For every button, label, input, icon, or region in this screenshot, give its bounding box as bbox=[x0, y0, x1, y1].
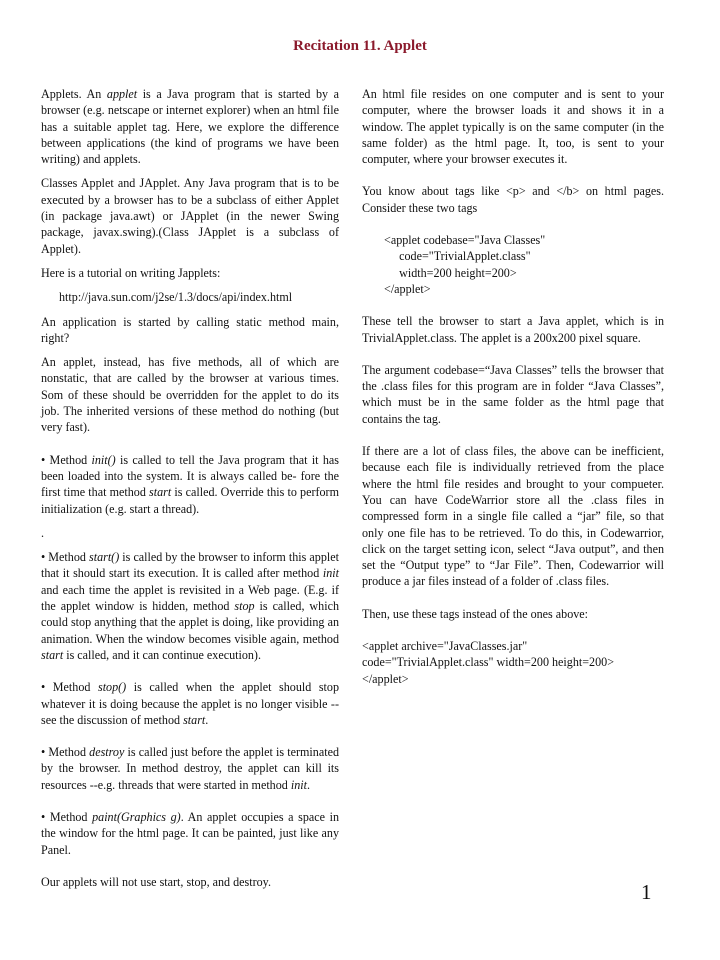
emphasis-start: start bbox=[41, 647, 64, 662]
code-applet-archive bbox=[362, 638, 664, 687]
page-title: Recitation 11. Applet bbox=[293, 38, 427, 54]
bullet-paint bbox=[41, 809, 339, 858]
code-line: <applet archive="JavaClasses.jar" bbox=[362, 639, 528, 654]
code-line: <applet codebase="Java Classes" bbox=[384, 233, 546, 248]
paragraph-tags: You know about tags like <p> and </b> on html pages. Consider these two tags bbox=[362, 184, 664, 215]
text-run: is a Java program that is started by a browser (e.g. netscape or internet explorer) when an html file has a suitable applet tag. Here, we explore the difference between applications (the kind of programs we have been writing) and applets. bbox=[41, 87, 339, 167]
code-applet-codebase bbox=[384, 232, 664, 297]
paragraph-html-file: An html file resides on one computer and is sent to your computer, where the browser loads it and shows it in a window. The applet typically is on the same computer (in the same folder) as the html page. It, too, is sent to your computer, where your browser executes it. bbox=[362, 87, 664, 167]
bullet-start bbox=[41, 549, 339, 663]
emphasis-start: start() bbox=[89, 550, 120, 565]
emphasis-paint: paint(Graphics g) bbox=[92, 809, 181, 824]
paragraph-our-applets: Our applets will not use start, stop, and destroy. bbox=[41, 874, 271, 889]
emphasis-destroy: destroy bbox=[89, 745, 125, 760]
text-run: . bbox=[205, 712, 209, 727]
page-number: 1 bbox=[641, 880, 652, 904]
bullet-stop bbox=[41, 679, 339, 728]
paragraph-codebase: The argument codebase=“Java Classes” tells the browser that the .class files for this program are in folder “Java Classes”, which must be in the same folder as the html page that contains the tag. bbox=[362, 362, 664, 426]
emphasis-init: init() bbox=[91, 452, 116, 467]
tutorial-link[interactable]: http://java.sun.com/j2se/1.3/docs/api/index.html bbox=[59, 290, 293, 305]
emphasis-start: start bbox=[183, 712, 206, 727]
paragraph-trivial-applet: These tell the browser to start a Java applet, which is in TrivialApplet.class. The applet is a 200x200 pixel square. bbox=[362, 314, 664, 345]
emphasis-init: init bbox=[290, 777, 307, 792]
text-run: is called by the browser to inform this applet that it should start its execution. It is called after method bbox=[41, 550, 339, 581]
paragraph-jar: If there are a lot of class files, the above can be inefficient, because each file is individually retrieved from the place where the html file resides and brought to your compueter. You can have CodeWarrior store all the .class files in compressed form in a single file called a “jar” file, so that only one file has to be retrieved. To do this, in Codewarrior, click on the target setting icon, select “Java output”, and then set the “Output type” to “Jar File”. Then, Codewarrior will produce a jar files instead of a folder of .class files. bbox=[362, 444, 664, 589]
text-run: An bbox=[81, 87, 107, 101]
text-run: • Method bbox=[41, 452, 92, 467]
code-line: code="TrivialApplet.class" width=200 height=200> bbox=[362, 655, 615, 670]
code-line: </applet> bbox=[362, 671, 409, 686]
emphasis-start: start bbox=[149, 485, 172, 500]
bullet-destroy bbox=[41, 744, 339, 793]
applets-lead: Applets. bbox=[41, 87, 82, 101]
text-run: • Method bbox=[41, 809, 93, 824]
text-run: is called when the applet should stop whatever it is doing because the applet is no longer visible --see the discussion of method bbox=[41, 680, 339, 727]
text-run: is called. Override this to perform initialization (e.g. start a thread). bbox=[41, 485, 339, 516]
dot-line: . bbox=[41, 525, 45, 540]
paragraph-applets-intro bbox=[41, 86, 339, 167]
text-run: is called, and it can continue execution). bbox=[63, 647, 261, 662]
code-line: width=200 height=200> bbox=[384, 265, 517, 280]
emphasis-stop: stop() bbox=[97, 680, 127, 695]
left-column bbox=[41, 86, 339, 898]
emphasis-init: init bbox=[322, 566, 339, 581]
text-run: • Method bbox=[41, 550, 89, 565]
paragraph-classes: Classes Applet and JApplet. Any Java program that is to be executed by a browser has to be a subclass of either Applet (in package java.awt) or JApplet (in the newer Swing package, javax.swing).(Class JApplet is a subclass of Applet). bbox=[41, 176, 339, 256]
text-run: . An applet occupies a space in the window for the html page. It can be painted, just like any Panel. bbox=[41, 809, 339, 857]
code-line: code="TrivialApplet.class" bbox=[384, 249, 531, 264]
paragraph-use-tags: Then, use these tags instead of the ones above: bbox=[362, 606, 589, 621]
text-run: is called to tell the Java program that it has been loaded into the system. It is always called be- fore the first time that method bbox=[41, 452, 339, 500]
emphasis-stop: stop bbox=[234, 599, 255, 614]
text-run: is called just before the applet is terminated by the browser. In method destroy, the applet can kill its resources --e.g. threads that were started in method bbox=[41, 745, 339, 792]
paragraph-application: An application is started by calling static method main, right? bbox=[41, 314, 339, 345]
text-run: • Method bbox=[41, 680, 98, 695]
emphasis-applet: applet bbox=[106, 87, 138, 101]
paragraph-tutorial: Here is a tutorial on writing Japplets: bbox=[41, 265, 221, 280]
text-run: is called, which could stop anything that the applet is doing, like providing an animation. When the window becomes visible again, method bbox=[41, 599, 339, 646]
code-line: </applet> bbox=[384, 281, 431, 296]
text-run: • Method bbox=[41, 745, 90, 760]
right-column bbox=[362, 86, 664, 687]
bullet-init bbox=[41, 452, 339, 517]
paragraph-five-methods: An applet, instead, has five methods, all of which are nonstatic, that are called by the browser at various times. Som of these should be overridden for the applet to do its job. The inherited versions of these method do nothing (but very fast). bbox=[41, 355, 339, 435]
text-run: . bbox=[306, 777, 311, 792]
text-run: and each time the applet is revisited in a Web page. (E.g. if the applet window is hidden, method bbox=[41, 582, 339, 614]
